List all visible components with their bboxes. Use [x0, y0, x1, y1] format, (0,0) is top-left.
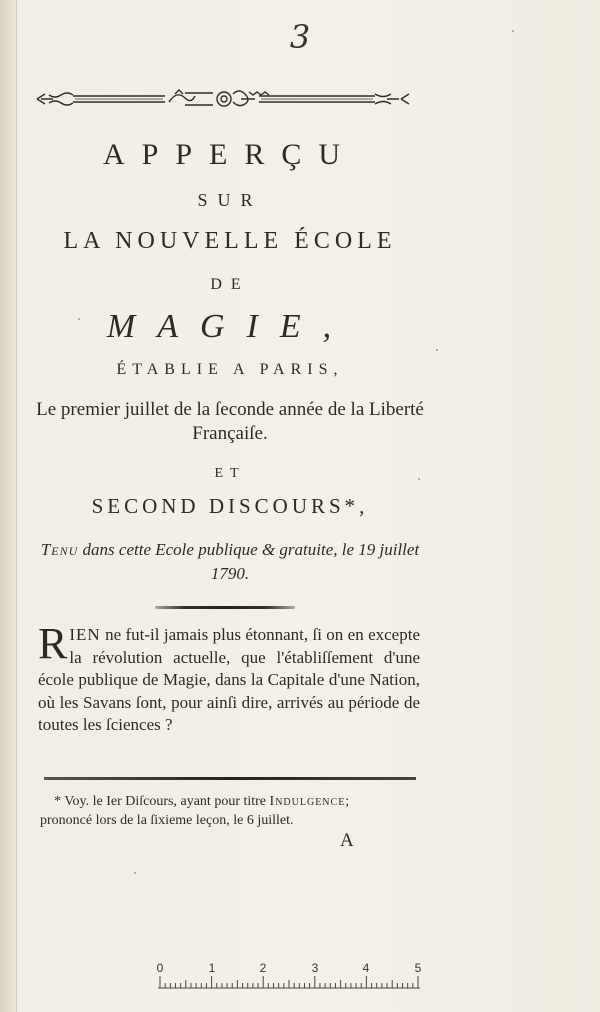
- scale-label-1: 1: [208, 962, 216, 975]
- subtitle-tenu-line: [30, 538, 430, 586]
- footnote-separator-rule: [44, 777, 416, 780]
- footnote: [40, 792, 432, 830]
- ornamental-header-band: [35, 86, 413, 112]
- title-etablie-paris: ÉTABLIE A PARIS,: [116, 361, 344, 378]
- signature-mark: A: [340, 830, 354, 851]
- footnote-line-1: [40, 792, 432, 811]
- decorative-rule-short: [155, 606, 295, 609]
- scale-label-0: 0: [156, 962, 164, 975]
- scale-label-3: 3: [311, 962, 319, 975]
- title-nouvelle-ecole: LA NOUVELLE ÉCOLE: [63, 228, 397, 254]
- page-number: 3: [289, 18, 311, 56]
- paper-speck: [134, 872, 136, 874]
- tenu-rest: dans cette Ecole publique & gratuite, le 19 juillet 1790.: [78, 540, 420, 583]
- title-et: ET: [214, 466, 246, 481]
- scale-label-5: 5: [414, 962, 422, 975]
- footnote-line-2: prononcé lors de la ſixieme leçon, le 6 juillet.: [40, 813, 294, 828]
- paper-speck: [418, 478, 420, 480]
- drop-capital: R: [38, 619, 68, 668]
- paper-speck: [436, 349, 438, 351]
- title-de: DE: [210, 276, 250, 293]
- scale-label-4: 4: [362, 962, 370, 975]
- footnote-text-a: * Voy. le Ier Diſcours, ayant pour titre: [54, 794, 270, 809]
- title-apercu: APPERÇU: [102, 138, 358, 171]
- paper-speck: [78, 318, 80, 320]
- subtitle-date-line: Le premier juillet de la ſeconde année de la Liberté Françaiſe.: [36, 399, 424, 444]
- title-magie: MAGIE,: [106, 308, 354, 345]
- scale-label-2: 2: [259, 962, 267, 975]
- footnote-indulgence: Indulgence: [269, 794, 346, 809]
- measurement-scale-ruler: [150, 962, 430, 996]
- body-paragraph: [38, 619, 420, 737]
- body-text: ne fut-il jamais plus étonnant, ſi on en excepte la révolution actuelle, que l'établiſſement d'une école publique de Magie, dans la Capitale d'une Nation, où les Savans ſont, pour ainſi dire, arrivés au période de toutes les ſciences ?: [38, 625, 420, 734]
- tenu-word: Tenu: [40, 540, 79, 559]
- title-sur: SUR: [197, 190, 263, 210]
- page-binding-edge: [0, 0, 17, 1012]
- footnote-text-c: ;: [345, 794, 350, 809]
- paper-speck: [512, 30, 514, 32]
- body-smallcaps-word: IEN: [69, 625, 101, 644]
- title-second-discours: SECOND DISCOURS*,: [91, 494, 369, 518]
